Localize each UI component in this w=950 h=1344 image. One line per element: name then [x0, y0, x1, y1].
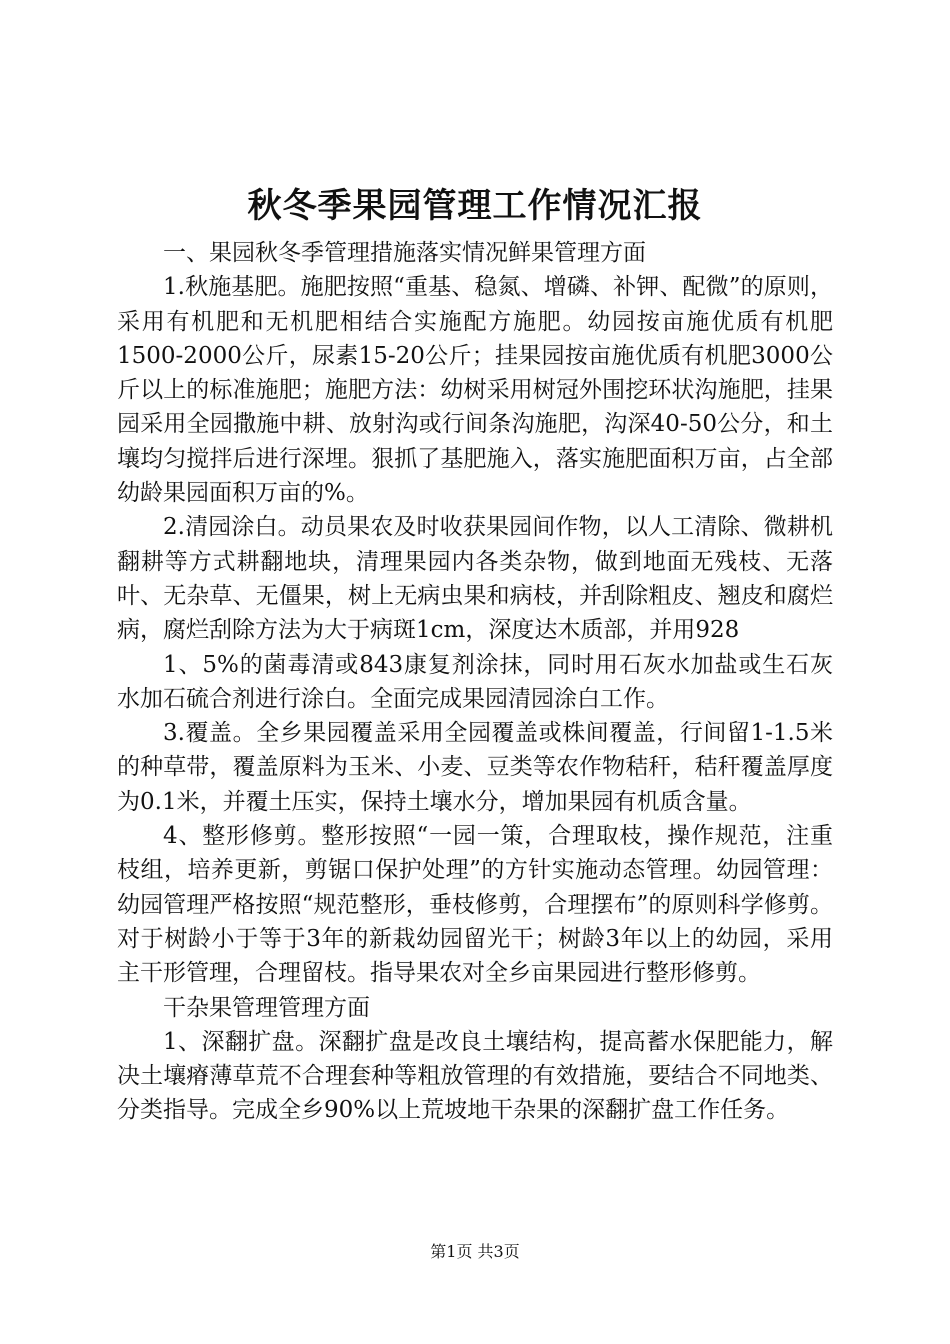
paragraph-whitewashing: 1、5%的菌毒清或843康复剂涂抹，同时用石灰水加盐或生石灰水加石硫合剂进行涂白。全面完成果园清园涂白工作。 [117, 651, 833, 712]
subsection-heading: 干杂果管理管理方面 [163, 994, 370, 1021]
section-heading: 一、果园秋冬季管理措施落实情况鲜果管理方面 [163, 240, 646, 266]
paragraph-orchard-cleaning: 2.清园涂白。动员果农及时收获果园间作物，以人工清除、微耕机翻耕等方式耕翻地块，清理果园内各类杂物，做到地面无残枝、无落叶、无杂草、无僵果，树上无病虫果和病枝，并刮除粗皮、翘皮和腐烂病，腐烂刮除方法为大于病斑1cm，深度达木质部，并用928 [117, 514, 833, 644]
document-title: 秋冬季果园管理工作情况汇报 [247, 186, 703, 226]
paragraph-mulching: 3.覆盖。全乡果园覆盖采用全园覆盖或株间覆盖，行间留1-1.5米的种草带，覆盖原料为玉米、小麦、豆类等农作物秸秆，秸秆覆盖厚度为0.1米，并覆土压实，保持土壤水分，增加果园有机质含量。 [117, 720, 833, 815]
paragraph-base-fertilizer: 1.秋施基肥。施肥按照“重基、稳氮、增磷、补钾、配微”的原则，采用有机肥和无机肥相结合实施配方施肥。幼园按亩施优质有机肥1500-2000公斤，尿素15-20公斤；挂果园按亩施优质有机肥3000公斤以上的标准施肥；施肥方法：幼树采用树冠外围挖环状沟施肥，挂果园采用全园撒施中耕、放射沟或行间条沟施肥，沟深40-50公分，和土壤均匀搅拌后进行深埋。狠抓了基肥施入，落实施肥面积万亩，占全部幼龄果园面积万亩的%。 [117, 274, 833, 507]
paragraph-deep-plowing: 1、深翻扩盘。深翻扩盘是改良土壤结构，提高蓄水保肥能力，解决土壤瘠薄草荒不合理套种等粗放管理的有效措施，要结合不同地类、分类指导。完成全乡90%以上荒坡地干杂果的深翻扩盘工作任务。 [117, 1028, 833, 1124]
paragraph-pruning: 4、整形修剪。整形按照“一园一策，合理取枝，操作规范，注重枝组，培养更新，剪锯口保护处理”的方针实施动态管理。幼园管理：幼园管理严格按照“规范整形，垂枝修剪，合理摆布”的原则科学修剪。对于树龄小于等于3年的新栽幼园留光干；树龄3年以上的幼园，采用主干形管理，合理留枝。指导果农对全乡亩果园进行整形修剪。 [117, 823, 833, 987]
document-body [117, 236, 833, 1128]
page-number-footer: 第1页 共3页 [430, 1242, 520, 1261]
